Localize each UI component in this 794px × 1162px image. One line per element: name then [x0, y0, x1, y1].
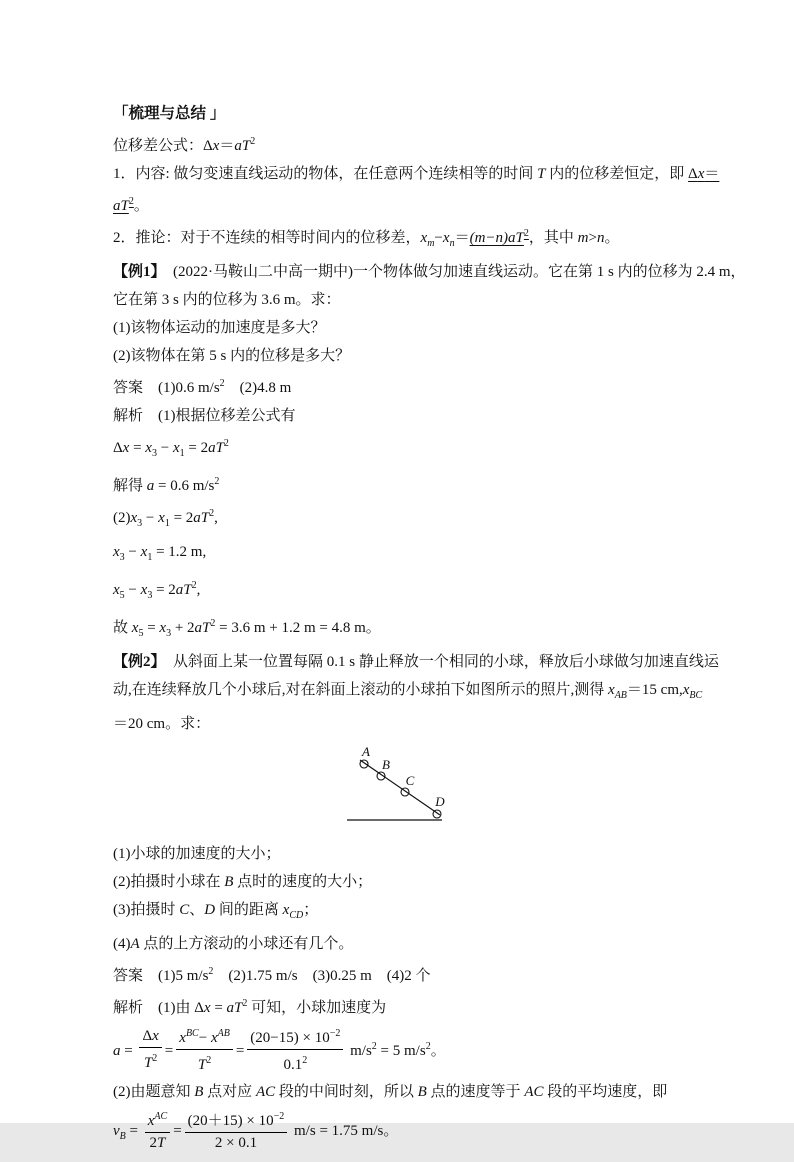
- fraction-numeric: $\frac{(20+15) \times 10^{-2}}{2 \times 0.1}$: [185, 1106, 288, 1154]
- example2-question-2: (2)拍摄时小球在 B 点时的速度的大小；: [113, 874, 373, 890]
- eq-tail: m/s = 1.75 m/s。: [290, 1123, 399, 1140]
- ball-a-label: A: [362, 744, 370, 759]
- example1-equation-4: $x_3 - x_1 = 1.2$ m,: [113, 544, 207, 563]
- example2-paragraph-1: 【例2】 从斜面上某一位置每隔 0.1 s 静止释放一个相同的小球，释放后小球做匀加速直线运: [113, 654, 719, 670]
- example2-question-4: (4)A 点的上方滚动的小球还有几个。: [113, 936, 354, 952]
- example2-question-1: (1)小球的加速度的大小；: [113, 846, 281, 862]
- section-header: 「梳理与总结 」: [113, 105, 226, 122]
- example2-answer: 答案 (1)5 $m/s^2$ (2)1.75 m/s (3)0.25 m (4)2 个: [113, 966, 431, 984]
- example2-paragraph-2: 动,在连续释放几个小球后,对在斜面上滚动的小球拍下如图所示的照片,测得 $x_{AB}=15$ $cm,x_{BC}$: [113, 682, 703, 701]
- eq-lead: a =: [113, 1043, 137, 1059]
- example1-question-1: (1)该物体运动的加速度是多大？: [113, 320, 326, 336]
- equals-sign: =: [235, 1043, 245, 1059]
- example1-paragraph-1: 【例1】 (2022·马鞍山二中高一期中)一个物体做匀加速直线运动。它在第 1 s 内的位移为 2.4 m，: [113, 264, 746, 280]
- corollary-line: 2．推论：对于不连续的相等时间内的位移差，$x_m-x_n=(m-n)aT^2$，其中 m>n。: [113, 228, 620, 249]
- example1-equation-1: $\Delta x = x_3 - x_1 = 2aT^2$: [113, 438, 229, 459]
- example2-paragraph-3: ＝20 cm。求：: [113, 716, 211, 732]
- equals-sign: =: [173, 1123, 182, 1140]
- example1-answer: 答案 (1)0.6 $m/s^2$ (2)4.8 m: [113, 378, 292, 396]
- content-rule-line-1: 1．内容: 做匀变速直线运动的物体，在任意两个连续相等的时间 T 内的位移差恒定，即 Δx＝: [113, 166, 720, 182]
- eq-lead: $v_B$ =: [113, 1123, 142, 1143]
- example2-velocity-equation: [113, 1106, 686, 1162]
- example1-equation-6: 故 $x_5 = x_3 + 2aT^2 = 3.6$ m + 1.2 m = 4.8 m。: [113, 618, 381, 639]
- example2-paragraph-4: (2)由题意知 B 点对应 AC 段的中间时刻，所以 B 点的速度等于 AC 段的平均速度，即: [113, 1084, 668, 1101]
- incline-surface: [360, 760, 440, 815]
- example1-solution-head: 解析 (1)根据位移差公式有: [113, 408, 296, 424]
- fraction-xbc-minus-xab: $\frac{x^{BC}- x^{AB}}{T^2}$: [176, 1023, 233, 1076]
- content-rule-line-2: $aT^2$。: [113, 196, 149, 214]
- example2-solution-head: 解析 (1)由 $\Delta x = aT^2$ 可知，小球加速度为: [113, 998, 387, 1016]
- fraction-xac-over-2t: $\frac{x^{AC}}{2T}$: [145, 1106, 170, 1154]
- formula-line: 位移差公式：$\Delta x=aT^2$: [113, 136, 256, 154]
- incline-diagram: [345, 742, 460, 830]
- eq-tail: $m/s^2 = 5$ $m/s^2$。: [346, 1041, 446, 1059]
- example2-question-3: (3)拍摄时 C、D 间的距离 $x_{CD}$；: [113, 902, 319, 921]
- equals-sign: =: [164, 1043, 174, 1059]
- ball-b-label: B: [382, 757, 390, 772]
- ball-c: [401, 788, 409, 796]
- example1-equation-3: $(2)x_3 - x_1 = 2aT^2$,: [113, 508, 218, 529]
- example2-acceleration-equation: [113, 1022, 686, 1078]
- example1-equation-5: $x_5 - x_3 = 2aT^2$,: [113, 580, 201, 601]
- example1-equation-2: 解得 a = 0.6 $m/s^2$: [113, 476, 220, 494]
- ball-d: [433, 810, 441, 818]
- fraction-numeric: $\frac{(20-15) \times 10^{-2}}{0.1^2}$: [247, 1023, 343, 1076]
- ball-c-label: C: [405, 773, 415, 788]
- incline-figure: [345, 742, 686, 834]
- example1-question-2: (2)该物体在第 5 s 内的位移是多大？: [113, 348, 351, 364]
- fraction-dx-over-t2: $\frac{\Delta x}{T^2}$: [139, 1026, 161, 1074]
- ball-d-label: D: [435, 794, 445, 809]
- example1-paragraph-2: 它在第 3 s 内的位移为 3.6 m。求：: [113, 292, 341, 308]
